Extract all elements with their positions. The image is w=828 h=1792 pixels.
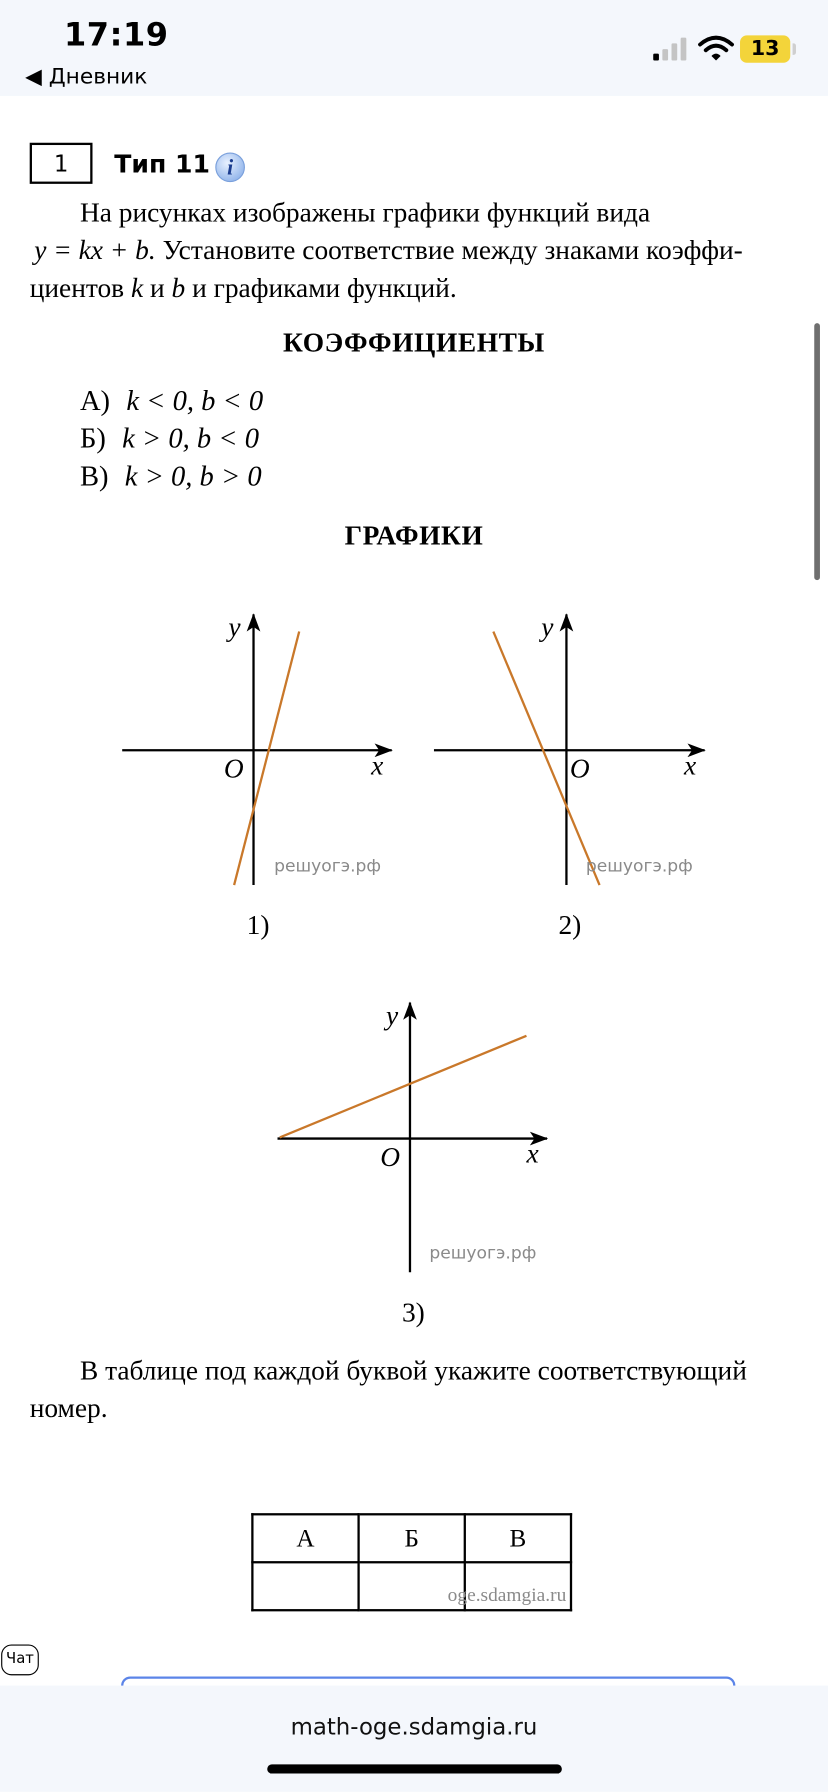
address-bar-url[interactable]: math-oge.sdamgia.ru: [290, 1713, 538, 1741]
axis-label-y: y: [228, 612, 241, 643]
battery-cap: [793, 43, 796, 54]
watermark: решуогэ.рф: [274, 856, 382, 877]
battery-icon: [740, 35, 790, 62]
option-letter: В): [79, 461, 109, 493]
axis-label-y: y: [541, 612, 554, 643]
task-number: 1: [30, 143, 93, 184]
intro-line-3: [30, 270, 457, 309]
cellular-signal-icon: [653, 38, 692, 61]
answer-table-header-row: [252, 1514, 571, 1562]
function-line: [280, 1036, 527, 1138]
coefficient-option: [80, 424, 259, 456]
info-icon-glyph: i: [227, 155, 234, 180]
option-expr: k > 0, b > 0: [124, 461, 262, 493]
status-time: 17:19: [63, 15, 169, 54]
intro-word: и: [149, 274, 165, 304]
option-letter: А): [79, 385, 111, 417]
coefficient-option: [80, 461, 262, 493]
graph-caption: 1): [246, 910, 270, 941]
instruction-line-1: В таблице под каждой буквой укажите соответствующий: [79, 1356, 747, 1387]
graph-3: [278, 1000, 548, 1327]
intro-word: циентов: [29, 274, 125, 304]
graphs-heading: ГРАФИКИ: [344, 521, 484, 552]
watermark: решуогэ.рф: [429, 1243, 537, 1264]
axis-label-x: x: [371, 750, 384, 781]
graph-caption: 2): [558, 910, 582, 941]
answer-header-v: В: [465, 1514, 571, 1562]
axis-label-x: x: [684, 750, 697, 781]
var-b: b: [171, 274, 186, 304]
home-indicator[interactable]: [267, 1764, 562, 1773]
var-k: k: [130, 274, 144, 304]
table-watermark: oge.sdamgia.ru: [447, 1583, 567, 1606]
wifi-icon: [699, 35, 733, 60]
intro-line-1: На рисунках изображены графики функций вида: [79, 198, 651, 229]
option-letter: Б): [79, 423, 106, 455]
axis-label-y: y: [385, 1000, 399, 1031]
origin-label: O: [223, 753, 244, 784]
info-icon[interactable]: [215, 152, 246, 183]
function-line: [234, 632, 299, 886]
graphs-figure: [0, 594, 828, 1328]
option-expr: k > 0, b < 0: [122, 423, 259, 455]
task-type-label: Тип 11: [114, 150, 211, 180]
back-to-diary-link[interactable]: ◀ Дневник: [25, 63, 148, 90]
battery-level: 13: [750, 36, 780, 61]
chat-button[interactable]: Чат: [1, 1644, 39, 1675]
origin-label: O: [380, 1141, 401, 1172]
answer-header-a: А: [252, 1514, 358, 1562]
origin-label: O: [569, 753, 590, 784]
graph-caption: 3): [401, 1297, 425, 1328]
option-expr: k < 0, b < 0: [126, 385, 264, 417]
instruction-line-2: номер.: [29, 1394, 108, 1425]
intro-word: и графиками функций.: [192, 274, 457, 304]
coefficients-heading: КОЭФФИЦИЕНТЫ: [283, 328, 545, 359]
answer-header-b: Б: [359, 1514, 465, 1562]
axis-label-x: x: [526, 1138, 539, 1169]
scrollbar[interactable]: [814, 323, 820, 580]
formula: y = kx + b.: [34, 236, 156, 267]
graph-2: [434, 612, 705, 940]
graph-1: [122, 612, 392, 940]
coefficient-option: [80, 386, 263, 418]
intro-line-2: [34, 232, 743, 271]
intro-line-2-text: Установите соответствие между знаками коэффи-: [162, 236, 743, 267]
watermark: решуогэ.рф: [585, 856, 693, 877]
answer-cell-a[interactable]: [252, 1562, 358, 1610]
